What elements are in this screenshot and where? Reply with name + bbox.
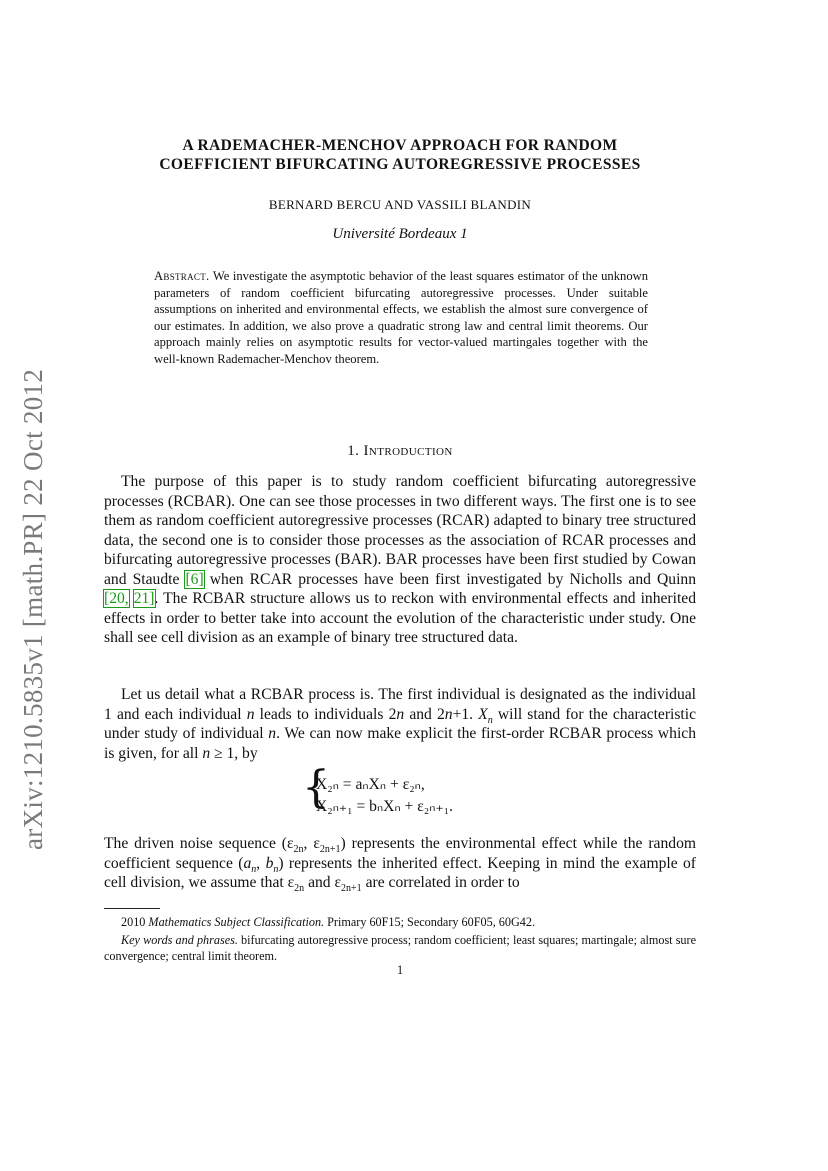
section-title: Introduction [363, 443, 453, 459]
math-sub: 2n+1 [319, 844, 341, 856]
title-line-1: A RADEMACHER-MENCHOV APPROACH FOR RANDOM [182, 137, 618, 154]
para2-text-b: leads to individuals 2 [254, 705, 397, 723]
para3-text-c: ) represents the environmental effect while the random coefficient sequence ( [104, 835, 696, 872]
authors: BERNARD BERCU AND VASSILI BLANDIN [268, 197, 532, 212]
keywords-list: bifurcating autoregressive process; random coefficient; least squares; martingale; almost sure convergence; central limit theorem. [104, 933, 696, 963]
footnote-keywords [104, 932, 696, 964]
para2-text-f: . We can now make explicit the first-order RCBAR process which is given, for all [104, 725, 696, 762]
math-a: a [243, 854, 252, 872]
abstract [154, 268, 648, 367]
para3-text-e: ) represents the inherited effect. Keeping in mind the example of cell division, we assume that ε [104, 854, 697, 891]
footnote-rule [104, 908, 160, 909]
equation-brace: { [302, 762, 330, 813]
math-b: b [265, 854, 274, 872]
math-sub: 2n [293, 844, 304, 856]
math-sub: n [273, 863, 279, 875]
citation-link-20[interactable]: [20, [104, 590, 129, 607]
equation-line-2: X₂ₙ₊₁ = bₙXₙ + ε₂ₙ₊₁. [316, 798, 454, 815]
para2-text-a: Let us detail what a RCBAR process is. The first individual is designated as the individual 1 and each individual [104, 686, 696, 723]
math-sub: n [251, 863, 257, 875]
abstract-text: We investigate the asymptotic behavior of the least squares estimator of the unknown parameters of random coefficient bifurcating autoregressive processes. Under suitable assumptions on inherited and environmental effects, we establish the almost sure convergence of our estimates. In addition, we also prove a quadratic strong law and central limit theorems. Our approach mainly relies on asymptotic results for vector-valued martingales together with the well-known Rademacher-Menchov theorem. [154, 269, 649, 366]
equation-line-1: X₂ₙ = aₙXₙ + ε₂ₙ, [316, 776, 425, 793]
para3-text-f: and ε [304, 874, 342, 891]
para3-text-b: , ε [303, 835, 320, 852]
para2-text-g: ≥ 1, by [210, 744, 258, 762]
para3-text-a: The driven noise sequence (ε [104, 835, 294, 852]
para2-text-c: and 2 [404, 705, 445, 723]
footnote-msc [104, 914, 696, 930]
msc-year: 2010 [121, 915, 149, 929]
section-number: 1. [347, 443, 360, 459]
title-line-2: COEFFICIENT BIFURCATING AUTOREGRESSIVE PROCESSES [159, 156, 641, 173]
math-sub-n: n [487, 714, 493, 726]
para3-text-d: , [256, 854, 266, 872]
keywords-label: Key words and phrases. [121, 933, 238, 947]
intro-paragraph-3 [104, 834, 696, 893]
affiliation: Université Bordeaux 1 [332, 226, 468, 242]
intro-paragraph-1 [104, 472, 696, 648]
para3-text-g: are correlated in order to [361, 874, 520, 891]
math-sub: 2n+1 [341, 883, 362, 895]
msc-label: Mathematics Subject Classification. [148, 915, 325, 929]
arxiv-stamp: arXiv:1210.5835v1 [math.PR] 22 Oct 2012 [18, 368, 48, 850]
para2-text-e: will stand for the characteristic under study of individual [104, 705, 697, 742]
para1-text-a: The purpose of this paper is to study random coefficient bifurcating autoregressive processes (RCBAR). One can see those processes in two different ways. The first one is to see them as random coefficient autoregressive processes (RCAR) adapted to binary tree structured data, the second one is to consider those processes as the association of RCAR processes and bifurcating autoregressive processes (BAR). BAR processes have been first studied by Cowan and Staudte [104, 473, 696, 588]
citation-link-6[interactable]: [6] [185, 570, 204, 588]
citation-link-21[interactable]: 21] [133, 590, 155, 607]
section-heading [100, 443, 700, 460]
math-X: X [478, 705, 488, 723]
rcbar-equation [302, 762, 522, 821]
math-n: n [202, 744, 211, 762]
msc-codes: Primary 60F15; Secondary 60F05, 60G42. [324, 915, 536, 929]
math-n: n [396, 705, 405, 723]
para1-text-b: when RCAR processes have been first investigated by Nicholls and Quinn [203, 570, 696, 588]
para2-text-d: +1. [452, 705, 479, 723]
math-n: n [268, 725, 277, 742]
math-n: n [246, 705, 255, 723]
page-number: 1 [396, 963, 404, 977]
math-n: n [444, 705, 453, 723]
math-sub: 2n [294, 883, 305, 895]
intro-paragraph-2 [104, 685, 696, 763]
abstract-label: Abstract. [154, 269, 210, 283]
para1-text-c: . The RCBAR structure allows us to reckon with environmental effects and inherited effects in order to better take into account the evolution of the characteristic under study. One shall see cell division as an example of binary tree structured data. [104, 590, 696, 646]
paper-title [100, 136, 700, 174]
